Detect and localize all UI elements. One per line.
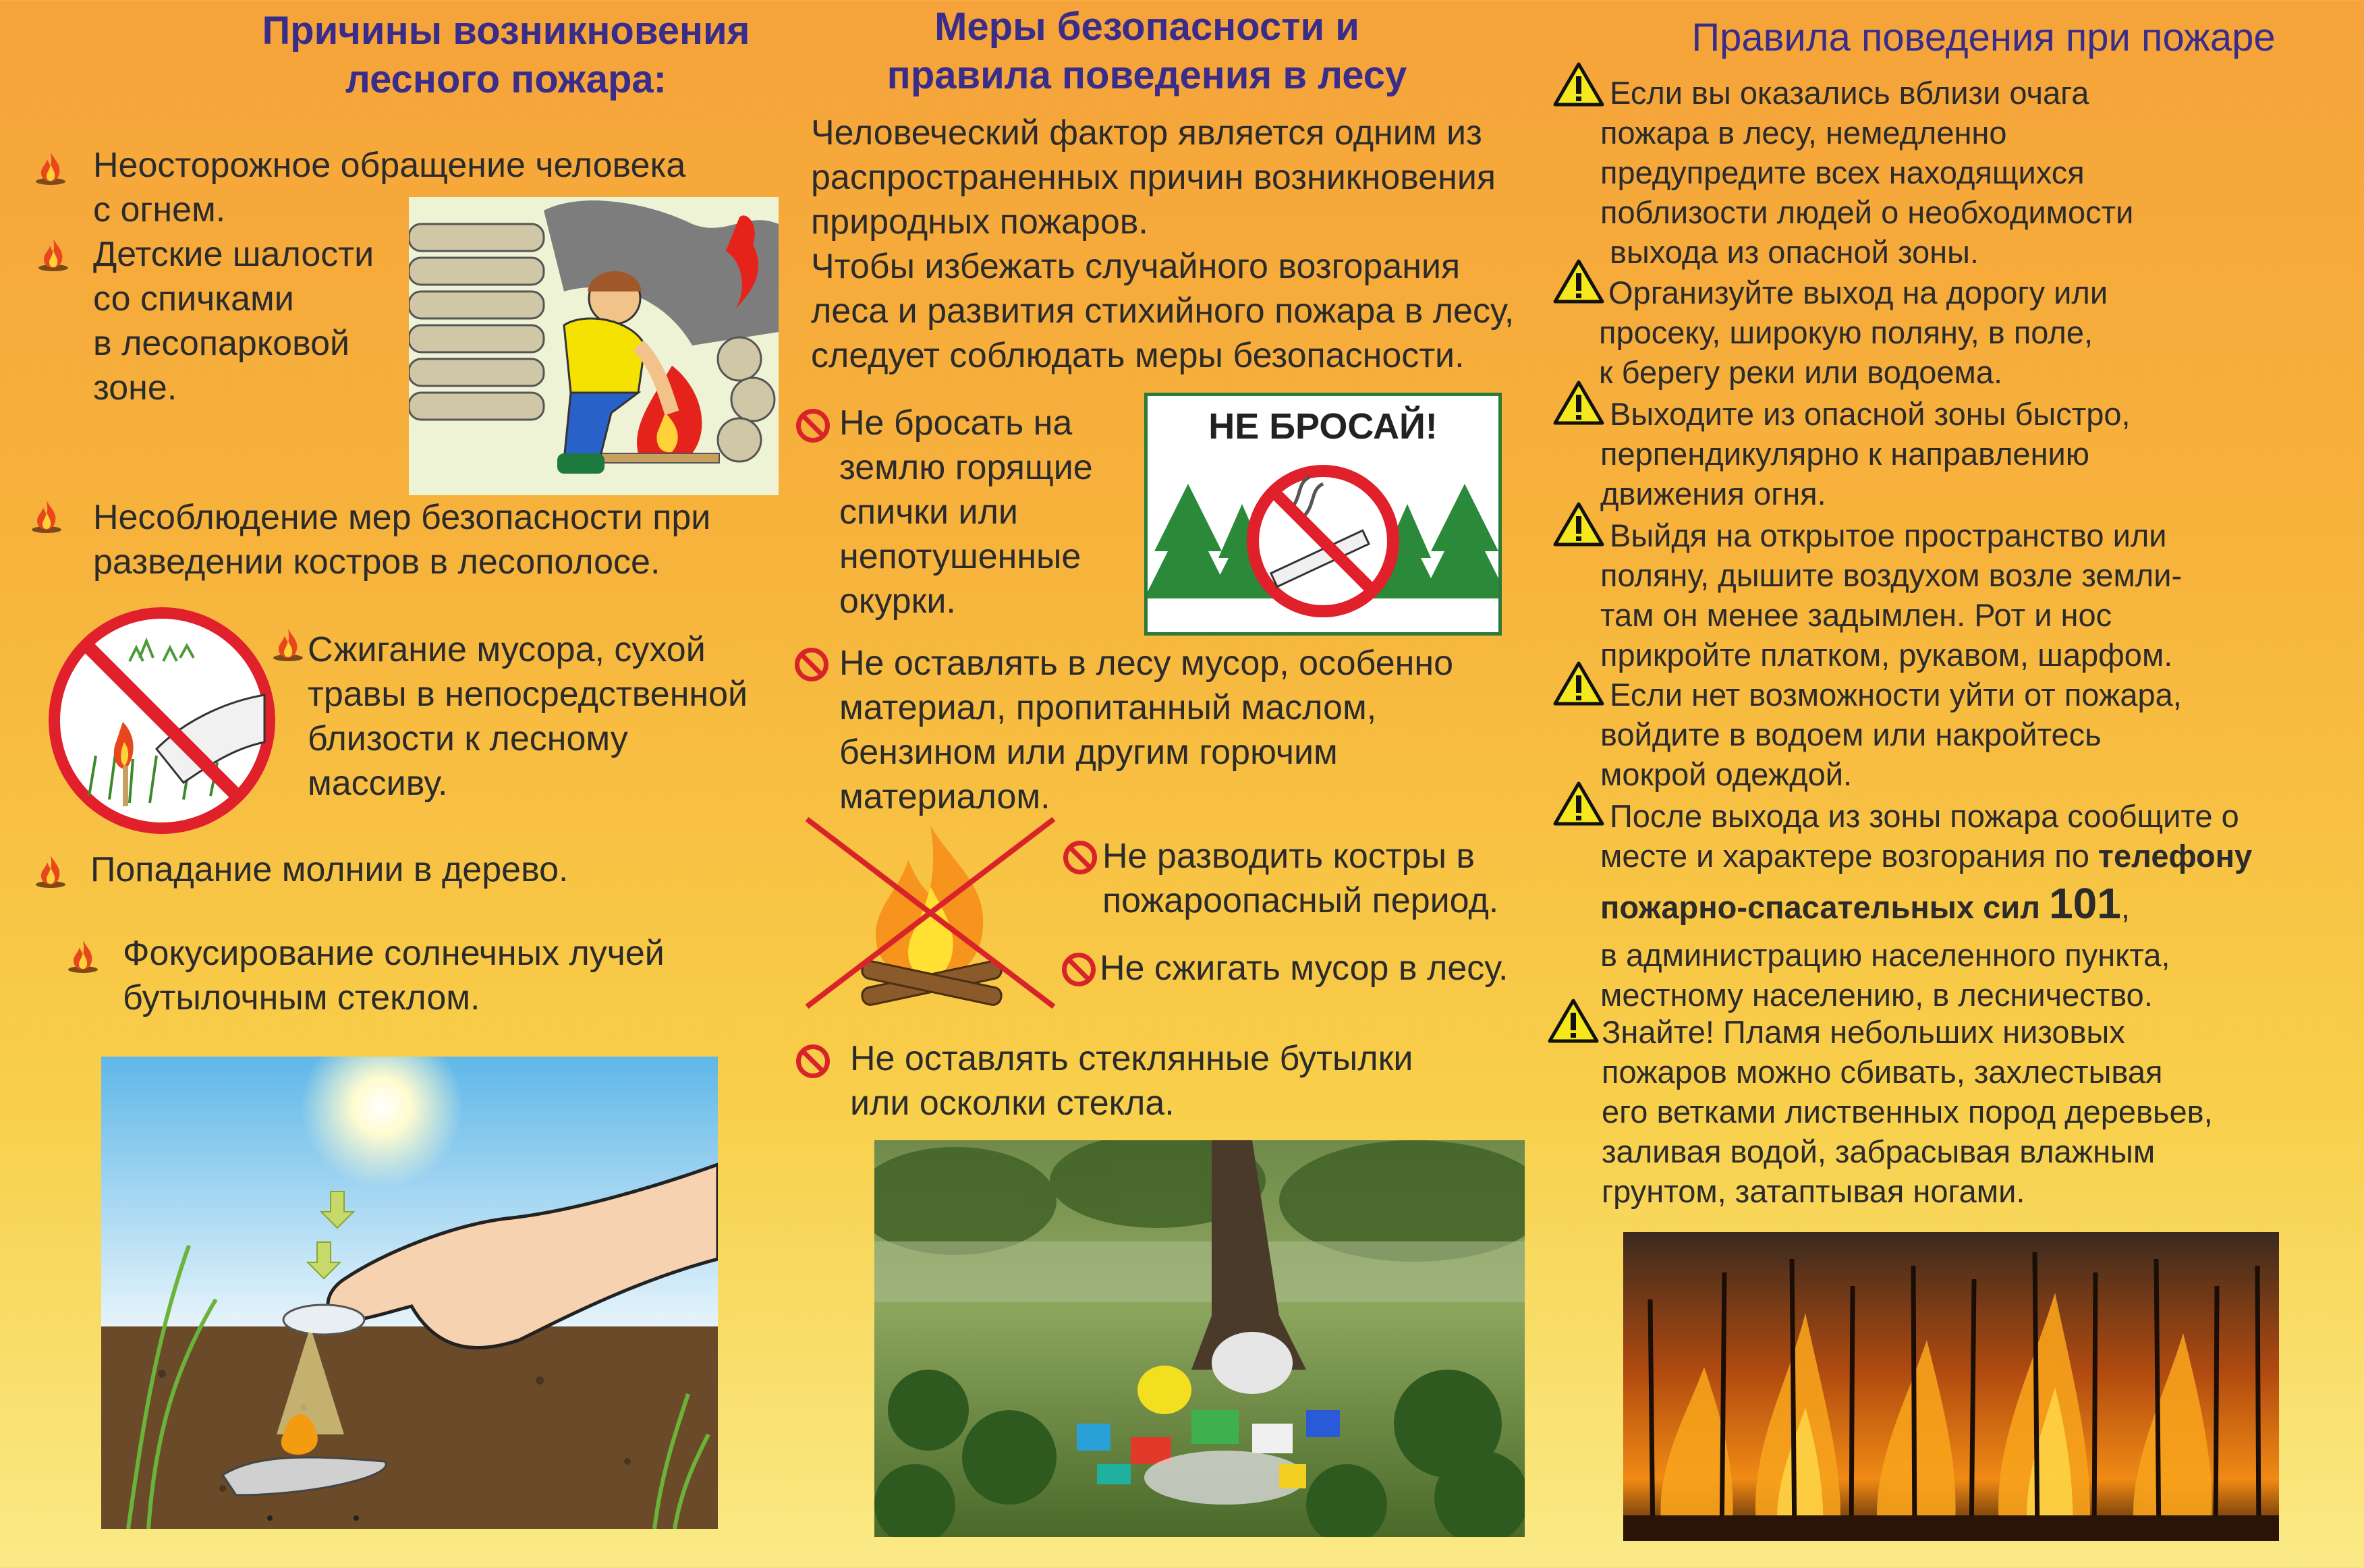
rule-line: материалом.	[839, 777, 1050, 816]
behavior-line: пожаров можно сбивать, захлестывая	[1602, 1054, 2163, 1090]
rule-line: пожароопасный период.	[1102, 881, 1499, 920]
cause-line: со спичками	[93, 279, 294, 318]
rule-line: Не оставлять в лесу мусор, особенно	[839, 644, 1454, 683]
behavior-line: Выходите из опасной зоны быстро,	[1610, 396, 2131, 432]
cause-line: разведении костров в лесополосе.	[93, 542, 660, 582]
behavior-exit-quickly	[1600, 394, 2352, 513]
warning-icon	[1553, 259, 1604, 304]
rule-line: или осколки стекла.	[850, 1084, 1175, 1123]
cause-line: с огнем.	[93, 190, 226, 229]
col3-title: Правила поведения при пожаре	[1691, 16, 2276, 59]
warning-icon	[1553, 381, 1604, 425]
rule-no-campfires	[1102, 834, 1575, 923]
rule-no-leaving-trash	[839, 641, 1581, 819]
warning-icon	[1553, 62, 1604, 107]
behavior-line: заливая водой, забрасывая влажным	[1602, 1133, 2156, 1169]
cause-line: Фокусирование солнечных лучей	[123, 934, 665, 973]
behavior-line: мокрой одеждой.	[1600, 756, 1853, 792]
fire-icon	[65, 938, 101, 974]
intro-line: Чтобы избежать случайного возгорания	[811, 247, 1461, 286]
report-service-name: пожарно-спасательных сил	[1600, 889, 2050, 925]
rule-no-glass-bottles	[850, 1036, 1525, 1125]
rule-line: Не бросать на	[839, 403, 1073, 443]
sun-glass-fire-illustration	[101, 1057, 718, 1529]
cause-line: травы в непосредственной	[308, 675, 748, 714]
rule-line: Не сжигать мусор в лесу.	[1100, 949, 1509, 988]
cause-campfire-safety	[93, 495, 835, 584]
fire-icon	[32, 853, 69, 889]
behavior-report	[1600, 796, 2364, 1015]
prohibited-icon	[1063, 841, 1097, 874]
behavior-line: Знайте! Пламя небольших низовых	[1602, 1014, 2125, 1050]
prohibited-icon	[795, 648, 828, 681]
fire-icon	[32, 150, 69, 186]
emergency-number: 101	[2049, 879, 2121, 928]
behavior-line: в администрацию населенного пункта,	[1600, 937, 2170, 973]
col1-title-line2: лесного пожара:	[345, 57, 667, 101]
behavior-breathe-low	[1600, 515, 2352, 675]
cause-lightning	[90, 847, 833, 892]
intro-line: леса и развития стихийного пожара в лесу,	[811, 291, 1515, 331]
do-not-throw-sign-text: НЕ БРОСАЙ!	[1208, 406, 1438, 447]
report-text: месте и характере возгорания по	[1600, 838, 2098, 874]
behavior-line: перпендикулярно к направлению	[1600, 436, 2090, 472]
behavior-line: движения огня.	[1600, 476, 1826, 511]
col2-intro	[811, 111, 1580, 378]
col1-title	[202, 7, 810, 104]
forest-fire-photo	[1623, 1232, 2279, 1541]
crossed-campfire-illustration	[800, 812, 1061, 1013]
prohibited-icon	[796, 409, 830, 443]
prohibited-icon	[1062, 953, 1096, 986]
rule-line: спички или	[839, 493, 1018, 532]
behavior-line: поляну, дышите воздухом возле земли-	[1600, 557, 2183, 593]
behavior-line: местному населению, в лесничество.	[1600, 977, 2153, 1013]
behavior-line: там он менее задымлен. Рот и нос	[1600, 597, 2112, 633]
forest-trash-photo	[874, 1140, 1525, 1537]
behavior-line: прикройте платком, рукавом, шарфом.	[1600, 637, 2173, 673]
behavior-warn-people	[1600, 73, 2352, 272]
do-not-throw-sign	[1144, 393, 1502, 636]
boy-lighting-fire-illustration	[409, 197, 779, 495]
report-phone-label: телефону	[2098, 838, 2253, 874]
cause-glass-focusing	[123, 931, 797, 1020]
behavior-line	[1600, 876, 2364, 935]
warning-icon	[1548, 999, 1599, 1043]
cause-line: Сжигание мусора, сухой	[308, 630, 706, 669]
rule-no-burning-trash	[1100, 946, 1585, 990]
cause-line: Несоблюдение мер безопасности при	[93, 498, 711, 537]
behavior-line: к берегу реки или водоема.	[1599, 354, 2003, 390]
cause-line: зоне.	[93, 368, 177, 408]
no-burning-grass-sign	[49, 607, 275, 834]
behavior-line: грунтом, затаптывая ногами.	[1602, 1173, 2025, 1209]
rule-line: непотушенные	[839, 537, 1081, 576]
intro-line: распространенных причин возникновения	[811, 158, 1496, 197]
cause-children-matches	[93, 232, 417, 410]
col2-title-line2: правила поведения в лесу	[886, 53, 1407, 97]
cause-line: Неосторожное обращение человека	[93, 146, 686, 185]
behavior-line: войдите в водоем или накройтесь	[1600, 717, 2102, 752]
behavior-line: предупредите всех находящихся	[1600, 155, 2085, 190]
warning-icon	[1553, 661, 1604, 706]
behavior-exit-road	[1599, 273, 2351, 392]
behavior-line: Выйдя на открытое пространство или	[1610, 517, 2167, 553]
behavior-line	[1600, 836, 2364, 876]
rule-line: Не оставлять стеклянные бутылки	[850, 1039, 1413, 1078]
col1-title-line1: Причины возникновения	[262, 9, 750, 53]
behavior-know-extinguish	[1602, 1012, 2357, 1211]
fire-icon	[270, 626, 306, 663]
behavior-line: его ветками лиственных пород деревьев,	[1602, 1094, 2213, 1129]
behavior-line: поблизости людей о необходимости	[1600, 194, 2134, 230]
warning-icon	[1553, 502, 1604, 547]
col2-title	[830, 3, 1464, 100]
rule-line: бензином или другим горючим	[839, 733, 1338, 772]
behavior-water	[1600, 675, 2352, 794]
behavior-line: выхода из опасной зоны.	[1610, 234, 1979, 270]
col2-title-line1: Меры безопасности и	[934, 5, 1359, 49]
cause-line: в лесопарковой	[93, 324, 350, 363]
behavior-line: просеку, широкую поляну, в поле,	[1599, 314, 2093, 350]
intro-line: природных пожаров.	[811, 202, 1148, 242]
behavior-line: Организуйте выход на дорогу или	[1608, 275, 2108, 310]
rule-line: землю горящие	[839, 448, 1093, 487]
prohibited-icon	[796, 1044, 830, 1078]
fire-icon	[28, 498, 65, 534]
rule-line: материал, пропитанный маслом,	[839, 688, 1377, 727]
behavior-line: пожара в лесу, немедленно	[1600, 115, 2007, 150]
behavior-line: Если вы оказались вблизи очага	[1610, 75, 2089, 111]
intro-line: Человеческий фактор является одним из	[811, 113, 1482, 152]
cause-line: близости к лесному	[308, 719, 628, 758]
report-text: ,	[2120, 889, 2130, 925]
intro-line: следует соблюдать меры безопасности.	[811, 336, 1465, 375]
fire-icon	[35, 236, 72, 273]
cause-line: массиву.	[308, 764, 448, 803]
cause-line: Попадание молнии в дерево.	[90, 850, 569, 889]
rule-line: окурки.	[839, 582, 956, 621]
rule-no-throwing-matches	[839, 401, 1136, 623]
behavior-line: Если нет возможности уйти от пожара,	[1610, 677, 2182, 712]
cause-line: бутылочным стеклом.	[123, 978, 480, 1017]
cause-burning-trash	[308, 627, 793, 806]
behavior-line: После выхода из зоны пожара сообщите о	[1610, 798, 2239, 834]
cause-line: Детские шалости	[93, 235, 374, 274]
warning-icon	[1553, 781, 1604, 826]
rule-line: Не разводить костры в	[1102, 837, 1475, 876]
